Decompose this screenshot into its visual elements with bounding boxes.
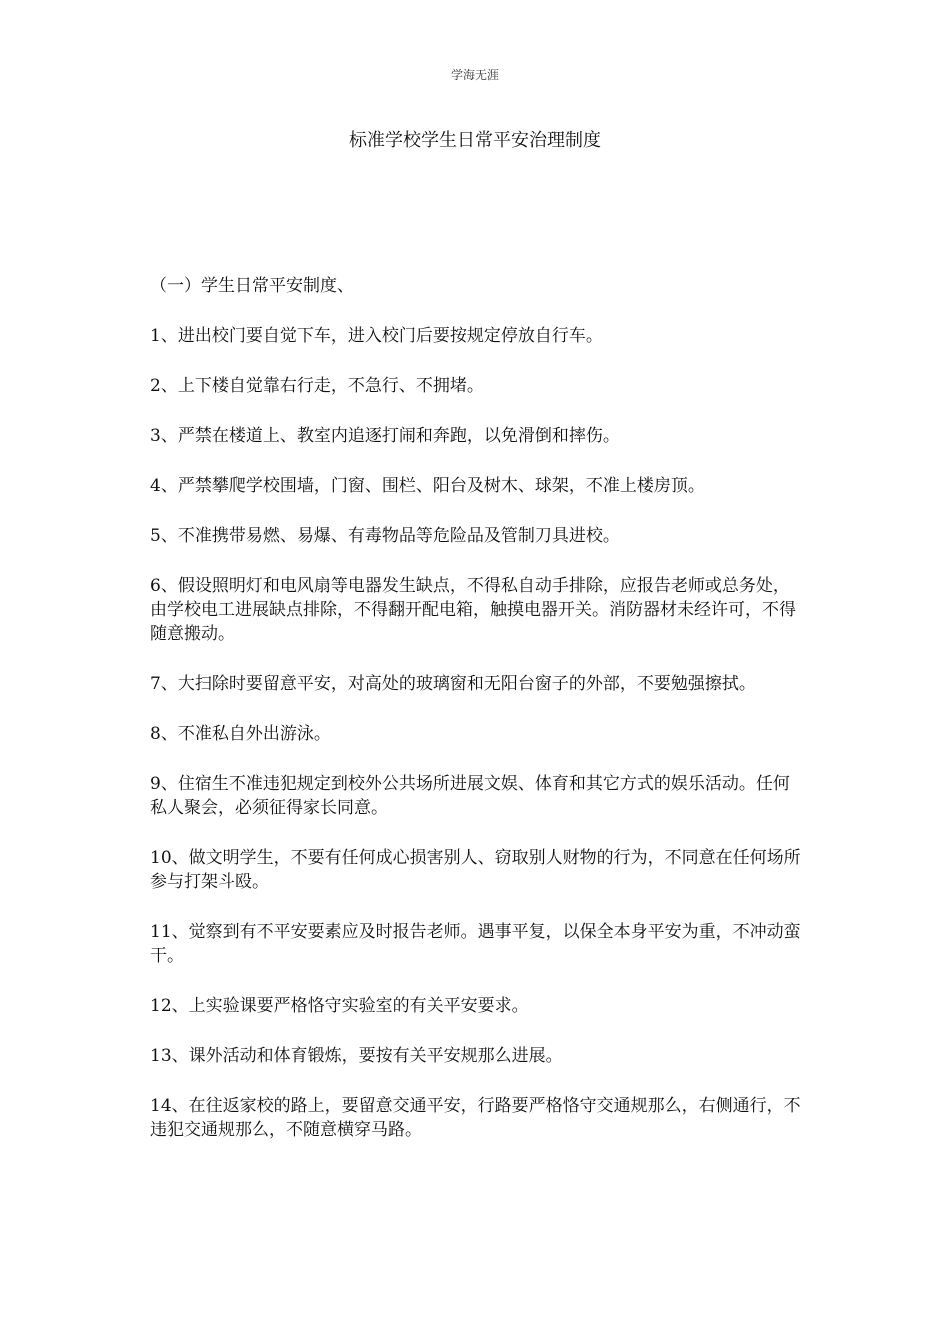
rule-item-2: 2、上下楼自觉靠右行走，不急行、不拥堵。 bbox=[150, 376, 484, 396]
rule-item-3: 3、严禁在楼道上、教室内追逐打闹和奔跑，以免滑倒和摔伤。 bbox=[150, 426, 620, 446]
rule-item-5: 5、不准携带易燃、易爆、有毒物品等危险品及管制刀具进校。 bbox=[150, 526, 620, 546]
rule-item-8: 8、不准私自外出游泳。 bbox=[150, 724, 331, 744]
rule-item-10: 10、做文明学生，不要有任何成心损害别人、窃取别人财物的行为，不同意在任何场所参与打架斗殴。 bbox=[150, 848, 801, 892]
rule-item-9: 9、住宿生不准违犯规定到校外公共场所进展文娱、体育和其它方式的娱乐活动。任何私人聚会，必须征得家长同意。 bbox=[150, 774, 790, 818]
page-header: 学海无涯 bbox=[450, 68, 499, 82]
document-title: 标准学校学生日常平安治理制度 bbox=[349, 130, 601, 151]
rule-item-13: 13、课外活动和体育锻炼，要按有关平安规那么进展。 bbox=[150, 1046, 563, 1066]
rule-item-1: 1、进出校门要自觉下车，进入校门后要按规定停放自行车。 bbox=[150, 326, 603, 346]
rule-item-12: 12、上实验课要严格恪守实验室的有关平安要求。 bbox=[150, 996, 529, 1016]
document-body bbox=[150, 274, 805, 1168]
section-heading: （一）学生日常平安制度、 bbox=[150, 276, 354, 296]
rule-item-7: 7、大扫除时要留意平安，对高处的玻璃窗和无阳台窗子的外部，不要勉强擦拭。 bbox=[150, 674, 756, 694]
rule-item-14: 14、在往返家校的路上，要留意交通平安，行路要严格恪守交通规那么，右侧通行，不违犯交通规那么，不随意横穿马路。 bbox=[150, 1096, 801, 1140]
rule-item-6: 6、假设照明灯和电风扇等电器发生缺点，不得私自动手排除，应报告老师或总务处，由学校电工进展缺点排除，不得翻开配电箱，触摸电器开关。消防器材未经许可，不得随意搬动。 bbox=[150, 576, 796, 644]
rule-item-4: 4、严禁攀爬学校围墙，门窗、围栏、阳台及树木、球架，不准上楼房顶。 bbox=[150, 476, 705, 496]
rule-item-11: 11、觉察到有不平安要素应及时报告老师。遇事平复，以保全本身平安为重，不冲动蛮干。 bbox=[150, 922, 801, 966]
